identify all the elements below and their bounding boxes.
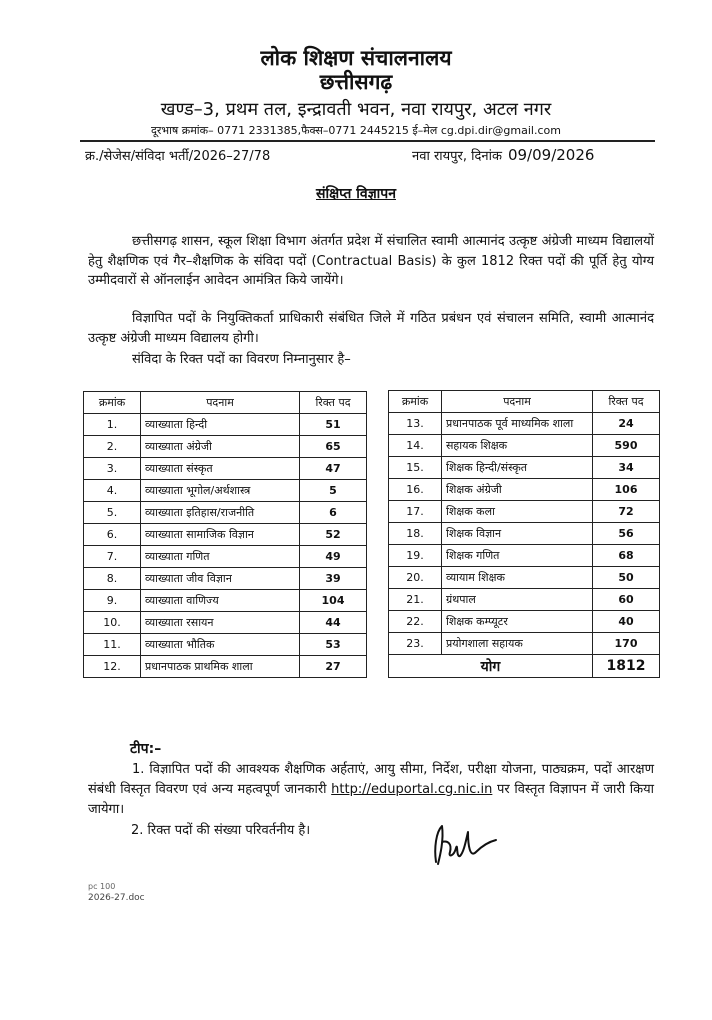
note-1-text: 1. विज्ञापित पदों की आवश्यक शैक्षणिक अर्हताएं, आयु सीमा, निर्देश, परीक्षा योजना, पाठ्यक्रम, पदों आरक्षण संबंधी विस्तृत विवरण एवं अन्य महत्वपूर्ण जानकारी (88, 762, 654, 797)
note-1 (88, 760, 654, 820)
table-row (84, 458, 367, 480)
post-cell: व्याख्याता हिन्दी (141, 414, 300, 436)
reference-number: क्र./सेजेस/संविदा भर्ती/2026–27/78 (85, 149, 271, 164)
authority-paragraph: विज्ञापित पदों के नियुक्तिकर्ता प्राधिकारी संबंधित जिले में गठित प्रबंधन एवं संचालन समिति, स्वामी आत्मानंद उत्कृष्ट अंग्रेजी माध्यम विद्यालय होगी। (88, 311, 654, 346)
serial-cell: 2. (84, 436, 141, 458)
post-cell: व्याख्याता अंग्रेजी (141, 436, 300, 458)
date-value: 09/09/2026 (507, 146, 595, 164)
post-cell: व्यायाम शिक्षक (442, 567, 593, 589)
post-cell: व्याख्याता रसायन (141, 612, 300, 634)
post-cell: शिक्षक गणित (442, 545, 593, 567)
serial-cell: 16. (389, 479, 442, 501)
table-row (389, 501, 660, 523)
date-label: नवा रायपुर, दिनांक (412, 149, 502, 164)
vacancy-cell: 50 (593, 567, 660, 589)
col-serial: क्रमांक (389, 391, 442, 413)
post-cell: प्रधानपाठक पूर्व माध्यमिक शाला (442, 413, 593, 435)
serial-cell: 7. (84, 546, 141, 568)
vacancy-cell: 6 (300, 502, 367, 524)
table-row (389, 457, 660, 479)
serial-cell: 3. (84, 458, 141, 480)
vacancy-cell: 47 (300, 458, 367, 480)
total-value: 1812 (593, 655, 660, 678)
table-row (389, 479, 660, 501)
vacancy-cell: 68 (593, 545, 660, 567)
table-row (84, 524, 367, 546)
serial-cell: 19. (389, 545, 442, 567)
serial-cell: 4. (84, 480, 141, 502)
vacancy-cell: 44 (300, 612, 367, 634)
contact-details: दूरभाष क्रमांक– 0771 2331385,फैक्स–0771 2445215 ई–मेल cg.dpi.dir@gmail.com (151, 124, 561, 137)
serial-cell: 22. (389, 611, 442, 633)
table-row (389, 611, 660, 633)
post-cell: प्रयोगशाला सहायक (442, 633, 593, 655)
table-row (84, 502, 367, 524)
col-vacancy: रिक्त पद (593, 391, 660, 413)
post-cell: ग्रंथपाल (442, 589, 593, 611)
state-name: छत्तीसगढ़ (319, 70, 393, 94)
col-vacancy: रिक्त पद (300, 392, 367, 414)
serial-cell: 21. (389, 589, 442, 611)
serial-cell: 1. (84, 414, 141, 436)
serial-cell: 15. (389, 457, 442, 479)
vacancy-cell: 72 (593, 501, 660, 523)
table-header-row (84, 392, 367, 414)
vacancy-cell: 60 (593, 589, 660, 611)
post-cell: व्याख्याता भूगोल/अर्थशास्त्र (141, 480, 300, 502)
vacancy-cell: 106 (593, 479, 660, 501)
post-cell: व्याख्याता सामाजिक विज्ञान (141, 524, 300, 546)
table-row (84, 436, 367, 458)
vacancy-cell: 5 (300, 480, 367, 502)
serial-cell: 14. (389, 435, 442, 457)
table-row (84, 656, 367, 678)
vacancy-cell: 52 (300, 524, 367, 546)
organization-name: लोक शिक्षण संचालनालय (260, 46, 452, 70)
serial-cell: 5. (84, 502, 141, 524)
serial-cell: 12. (84, 656, 141, 678)
issue-date (412, 146, 594, 164)
table-row (389, 413, 660, 435)
table-row (84, 634, 367, 656)
vacancy-cell: 590 (593, 435, 660, 457)
header-divider (80, 140, 655, 142)
post-cell: व्याख्याता इतिहास/राजनीति (141, 502, 300, 524)
vacancy-cell: 27 (300, 656, 367, 678)
table-row (389, 633, 660, 655)
table-body (84, 414, 367, 678)
notes-heading: टीप:– (130, 741, 162, 757)
vacancy-cell: 40 (593, 611, 660, 633)
serial-cell: 11. (84, 634, 141, 656)
table-row (84, 568, 367, 590)
serial-cell: 20. (389, 567, 442, 589)
vacancy-cell: 56 (593, 523, 660, 545)
footer-file-name: 2026-27.doc (88, 893, 145, 903)
vacancy-cell: 53 (300, 634, 367, 656)
post-cell: शिक्षक अंग्रेजी (442, 479, 593, 501)
table-row (84, 480, 367, 502)
post-cell: शिक्षक कम्प्यूटर (442, 611, 593, 633)
serial-cell: 23. (389, 633, 442, 655)
table-row (389, 435, 660, 457)
post-cell: प्रधानपाठक प्राथमिक शाला (141, 656, 300, 678)
col-post: पदनाम (442, 391, 593, 413)
vacancy-cell: 34 (593, 457, 660, 479)
notice-title (0, 184, 712, 203)
vacancy-cell: 39 (300, 568, 367, 590)
note-1-tail: पर विस्तृत विज्ञापन में जारी किया जायेगा। (88, 782, 654, 817)
vacancy-cell: 49 (300, 546, 367, 568)
col-serial: क्रमांक (84, 392, 141, 414)
table-row (84, 546, 367, 568)
table-intro: संविदा के रिक्त पदों का विवरण निम्नानुसार है– (132, 352, 351, 367)
post-cell: व्याख्याता भौतिक (141, 634, 300, 656)
post-cell: शिक्षक हिन्दी/संस्कृत (442, 457, 593, 479)
vacancy-cell: 170 (593, 633, 660, 655)
office-address: खण्ड–3, प्रथम तल, इन्द्रावती भवन, नवा रायपुर, अटल नगर (160, 99, 552, 120)
post-cell: शिक्षक विज्ञान (442, 523, 593, 545)
eduportal-link[interactable]: http://eduportal.cg.nic.in (331, 782, 493, 797)
col-post: पदनाम (141, 392, 300, 414)
table-row (389, 567, 660, 589)
serial-cell: 13. (389, 413, 442, 435)
post-cell: व्याख्याता वाणिज्य (141, 590, 300, 612)
serial-cell: 8. (84, 568, 141, 590)
table-row (84, 414, 367, 436)
note-2: 2. रिक्त पदों की संख्या परिवर्तनीय है। (131, 823, 311, 838)
serial-cell: 10. (84, 612, 141, 634)
vacancy-cell: 51 (300, 414, 367, 436)
serial-cell: 18. (389, 523, 442, 545)
table-body (389, 413, 660, 655)
post-cell: सहायक शिक्षक (442, 435, 593, 457)
serial-cell: 17. (389, 501, 442, 523)
vacancy-table-left (83, 391, 367, 678)
post-cell: व्याख्याता गणित (141, 546, 300, 568)
vacancy-cell: 104 (300, 590, 367, 612)
post-cell: व्याख्याता संस्कृत (141, 458, 300, 480)
total-label: योग (389, 655, 593, 678)
post-cell: व्याख्याता जीव विज्ञान (141, 568, 300, 590)
table-row (84, 612, 367, 634)
table-row (389, 523, 660, 545)
footer-line-1: pc 100 (88, 882, 116, 891)
notice-title-text: संक्षिप्त विज्ञापन (315, 186, 397, 202)
table-row (389, 589, 660, 611)
intro-paragraph: छत्तीसगढ़ शासन, स्कूल शिक्षा विभाग अंतर्गत प्रदेश में संचालित स्वामी आत्मानंद उत्कृष्ट अंग्रेजी माध्यम विद्यालयों हेतु शैक्षणिक एवं गैर–शैक्षणिक के संविदा पदों (Contractual Basis) के कुल 1812 रिक्त पदों की पूर्ति हेतु योग्य उम्मीदवारों से ऑनलाईन आवेदन आमंत्रित किये जायेंगे। (88, 234, 654, 288)
table-header-row (389, 391, 660, 413)
signature-image (430, 818, 500, 868)
serial-cell: 9. (84, 590, 141, 612)
total-row (389, 655, 660, 678)
serial-cell: 6. (84, 524, 141, 546)
table-row (389, 545, 660, 567)
table-row (84, 590, 367, 612)
vacancy-cell: 65 (300, 436, 367, 458)
vacancy-table-right (388, 390, 660, 678)
post-cell: शिक्षक कला (442, 501, 593, 523)
vacancy-cell: 24 (593, 413, 660, 435)
